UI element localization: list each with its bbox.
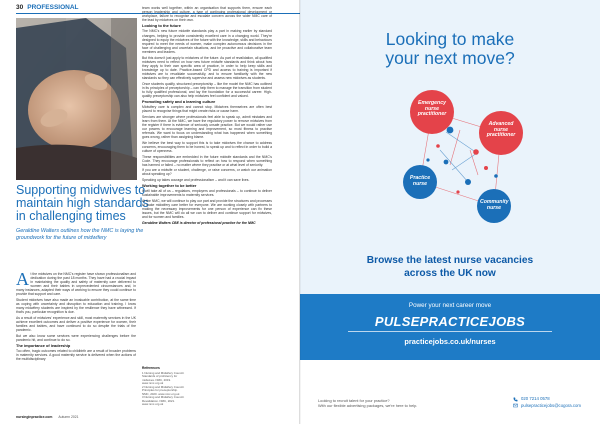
power-career-text: Power your next career move	[408, 302, 492, 309]
subheading: Looking to the future	[142, 23, 181, 29]
paragraph: Services are stronger where professionals feel able to speak up, admit mistakes and learn from them. At the NMC, we have the regulatory power to remove midwives from the register if there is evidence of seriously unsafe practice. But we would rather use our powers to encourage learning and improvement, so most fitness to practise referrals. We want to focus on understanding what has happened when something goes wrong, rather than assigning blame.	[142, 114, 272, 140]
recruit-text: Looking to recruit talent for your practice? With our flexible advertising packages, we're here to help.	[318, 398, 418, 408]
email-icon	[513, 403, 518, 408]
logo-rule	[348, 331, 552, 332]
page-number: 30	[16, 4, 24, 11]
paragraph: But this doesn't just apply to midwives of the future. As part of revalidation, all qualified midwives need to reflect on how new future midwife standards and think about how they apply to their own specific area of practice, in order to help keep skills and knowledge up to date. Practice-based CPD and access to training is important if midwives are to revalidate successfully, and to ensure familiarity with the new standards so they can effectively supervise and assess new midwives as students.	[142, 55, 272, 80]
author-note: Geraldine Walters CBE is director of professional practice for the NMC	[142, 220, 256, 225]
advert-brand-band	[300, 294, 600, 360]
bubble-label-community: Community nurse	[480, 199, 509, 211]
email-address: pulsepracticejobs@cogora.com	[521, 402, 582, 408]
references	[142, 367, 186, 407]
subheading: Working together to be better	[142, 183, 197, 189]
bubble-label-advanced: Advanced nurse practitioner	[486, 121, 516, 139]
pregnant-woman-photo	[16, 18, 137, 180]
drop-cap: A	[16, 269, 29, 289]
paragraph: At the NMC, we will continue to play our part and provide the structures and processes to make midwifery care better for everyone. We are working closely with partners to making the necessary improvements for one person of experience can fix these issues, but the NMC will do all we can to deliver and continue support for midwives, and for women and families.	[142, 198, 272, 220]
bubble-network-graphic	[300, 0, 600, 294]
reference-item: 2 Nursing and Midwifery Council. Principles for preceptorship. NMC, 2020. www.nmc.org.uk	[142, 384, 185, 396]
references-heading: References	[142, 366, 160, 370]
paragraph: If you are a midwife or student, challenge, or raise concerns, or watch our animation about speaking up?	[142, 168, 272, 177]
paragraph: team works well together, within an organisation that supports them, ensure each person leadership and culture, a type of continuing professional development or workplace, failure to recognise and escalate concern across the wider NMC care of the lead by midwives on their own.	[142, 6, 272, 23]
reference-item: 1 Nursing and Midwifery Council. Standards of proficiency for midwives. NMC, 2019. www.nmc.org.uk	[142, 370, 185, 385]
advert-hero	[300, 0, 600, 294]
contact-details	[513, 396, 581, 409]
article-column-2	[142, 6, 272, 358]
reference-item: 3 Nursing and Midwifery Council. Revalidation. NMC, 2021. www.nmc.org.uk	[142, 395, 185, 406]
bubble-label-emergency: Emergency nurse practitioner	[417, 100, 447, 118]
paragraph: But we also know some services were experiencing challenges before the pandemic hit, and continue to do so.	[16, 333, 136, 342]
page-header	[16, 4, 79, 11]
paragraph: Midwifery care is complex and cannot stop. Midwives themselves are often best placed to recognise things that might create risks or cause harm.	[142, 105, 272, 114]
paragraph: Too often, tragic outcomes related to childbirth are a result of broader problems in maternity services. A good maternity service is delivered when the actions of the multidisciplinary	[16, 349, 136, 362]
page-footer	[16, 415, 79, 419]
advert-page	[300, 0, 600, 424]
browse-vacancies-text: Browse the latest nurse vacancies across the UK now	[366, 255, 534, 279]
paragraph: Speaking up takes courage and professionalism – and it can save lives.	[142, 178, 250, 183]
article-column-1	[16, 269, 136, 412]
paragraph: Student midwives have also made an invaluable contribution, at the same time as coping with uncertainty and disruption to education and training. I know many midwifery students are inspired by the resilience they have witnessed. If that's you, particular recognition is due.	[16, 298, 136, 315]
phone-number: 020 7214 0578	[521, 396, 550, 401]
footer-issue: Autumn 2021	[58, 415, 79, 419]
subheading: The importance of leadership	[16, 343, 71, 348]
footer-site[interactable]: nursinginpractice.com	[16, 415, 53, 419]
email-row[interactable]	[513, 403, 581, 410]
paragraph: These responsibilities are embedded in the future midwife standards and the NMC's Code. They encourage professionals to reflect on how to respond when something has harmed or failed – no matter where they practise or at what level of seniority.	[142, 154, 272, 167]
article-photo	[16, 18, 137, 180]
paragraph: We believe the best way to support this is to take midwives the chance to address concerns, encouraging them to be honest, to speak up and to reflect in order to build a culture of openness.	[142, 140, 272, 153]
article-headline: Supporting midwives to maintain high standards in challenging times	[16, 183, 149, 223]
paragraph: As a result of midwives' experience and skill, most maternity services in the UK achieve excellent outcomes and deliver a positive experience for women, their families and babies, and have continued to do so despite the trials of the pandemic.	[16, 315, 136, 333]
advert-title: Looking to make your next move?	[385, 29, 515, 68]
advert-footer	[300, 360, 600, 424]
advert-url[interactable]: practicejobs.co.uk/nurses	[404, 337, 496, 346]
paragraph: Once students qualify, structured preceptorship – like the model the NMC has outlined in its principles of preceptorship – can help them to manage the transition from student to fully qualified professional, and lay the foundation for a successful career. High-quality preceptorship can also help midwives feel confident and valued.	[142, 81, 272, 98]
bubble-label-practice: Practice nurse	[409, 175, 431, 187]
paragraph: The NMC's new future midwife standards play a part in making earlier by standard changes, helping to provide consistently excellent care in a changing world. They're designed to equip the midwives of the future with the knowledge, skills and behaviours required to meet the needs of women, make complex autonomous decisions in the face of challenging and uncertain situations, and be proactive and collaborative team members and leaders.	[142, 29, 272, 54]
paragraph: At the midwives on the NMC's register have shown professionalism and dedication during the past 18 months. They have had a crucial impact in maintaining the quality and safety of maternity care delivered to women and their babies in unprecedented circumstances and, in many instances, adapted their ways of working to ensure they could continue to provide that support and care.	[16, 269, 136, 297]
phone-row[interactable]	[513, 396, 581, 403]
pulse-practice-jobs-logo[interactable]: PULSEPRACTICEJOBS	[374, 314, 526, 329]
section-label: PROFESSIONAL	[27, 4, 79, 11]
article-standfirst: Geraldine Walters outlines how the NMC is laying the groundwork for the future of midwifery	[16, 228, 144, 241]
paragraph: It will take all of us – regulators, employers and professionals – to continue to deliver sustainable improvements to maternity services.	[142, 189, 272, 198]
subheading: Promoting safety and a learning culture	[142, 98, 216, 104]
phone-icon	[513, 397, 518, 402]
magazine-spine-shadow	[299, 0, 301, 424]
